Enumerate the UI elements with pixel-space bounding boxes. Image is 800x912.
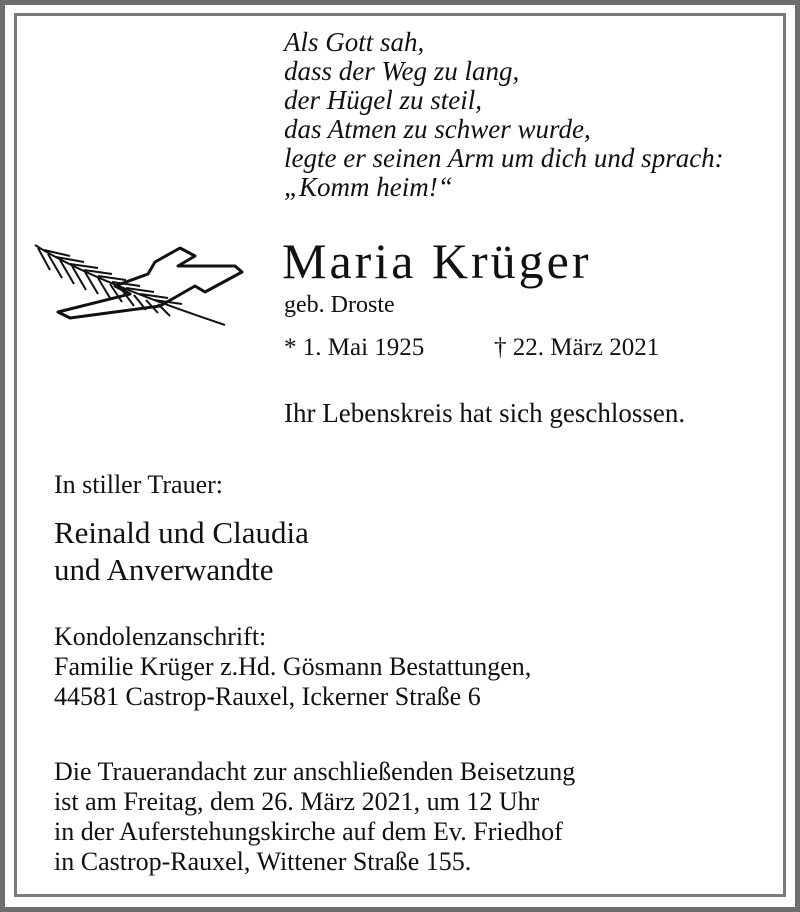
service-line: in Castrop-Rauxel, Wittener Straße 155. [54,847,472,876]
service-line: in der Auferstehungskirche auf dem Ev. Friedhof [54,817,563,846]
condolence-label: Kondolenzanschrift: [54,622,267,651]
maiden-name: geb. Droste [284,292,395,318]
poem-line: der Hügel zu steil, [284,85,482,115]
poem-line: das Atmen zu schwer wurde, [284,114,591,144]
address-line: Familie Krüger z.Hd. Gösmann Bestattungen, [54,652,532,681]
service-line: ist am Freitag, dem 26. März 2021, um 12 Uhr [54,787,540,816]
mourner-line: Reinald und Claudia [54,515,309,550]
mourners [54,514,309,588]
service-line: Die Trauerandacht zur anschließenden Beisetzung [54,757,576,786]
mourning-label: In stiller Trauer: [54,470,223,499]
birth-date: * 1. Mai 1925 [284,334,425,361]
death-date: † 22. März 2021 [494,334,660,361]
address-line: 44581 Castrop-Rauxel, Ickerner Straße 6 [54,682,481,711]
poem-line: legte er seinen Arm um dich und sprach: [284,143,724,173]
life-dates [284,334,659,362]
poem-line: Als Gott sah, [284,27,425,57]
closing-line: Ihr Lebenskreis hat sich geschlossen. [284,398,686,428]
poem-line: dass der Weg zu lang, [284,56,520,86]
deceased-name: Maria Krüger [282,233,592,289]
poem [284,28,724,202]
poem-line: „Komm heim!“ [284,172,453,202]
mourner-line: und Anverwandte [54,552,274,587]
condolence-address [54,622,531,712]
service-info [54,757,575,877]
cross-with-palm-frond-icon [30,240,250,330]
